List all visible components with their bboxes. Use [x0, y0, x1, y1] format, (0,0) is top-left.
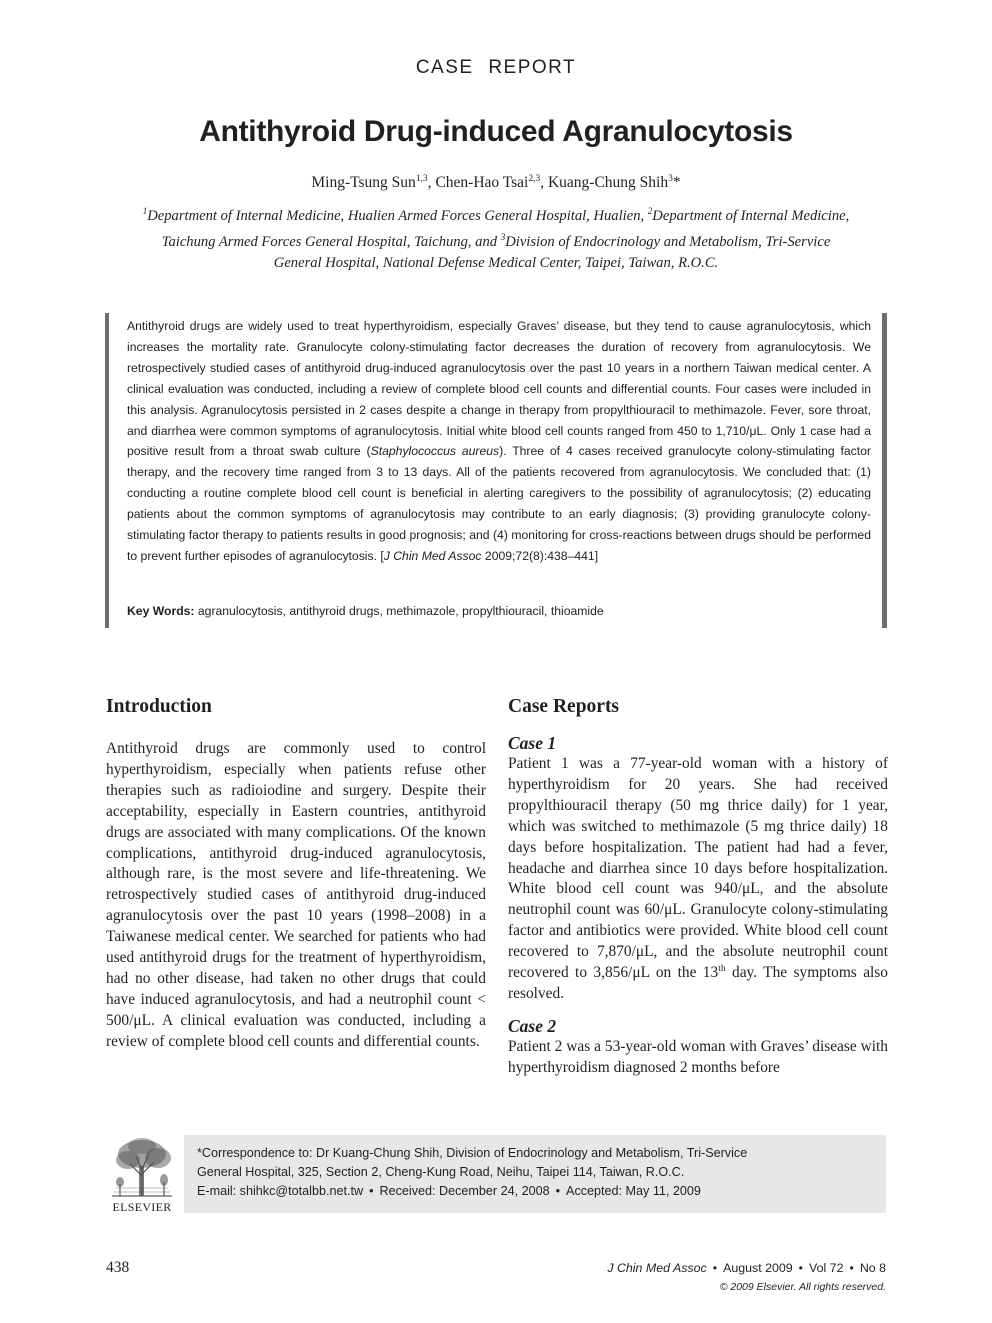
affiliation-text: Division of Endocrinology and Metabolism, Tri-Service General Hospital, National Defense Medical Center, Taipei, Taiwan, R.O.C. [273, 233, 831, 271]
abstract-body: Antithyroid drugs are widely used to treat hyperthyroidism, especially Graves’ disease, but they tend to cause agranulocytosis, which increases the mortality rate. Granulocyte colony-stimulating factor decreases the duration of recovery from agranulocytosis. We retrospectively studied cases of antithyroid drug-induced agranulocytosis over the past 10 years in a northern Taiwan medical center. A clinical evaluation was conducted, including a review of complete blood cell counts and differential counts. Four cases were included in this analysis. Agranulocytosis persisted in 2 cases despite a change in therapy from propylthiouracil to methimazole. Fever, sore throat, and diarrhea were common symptoms of agranulocytosis. Initial white blood cell counts ranged from 450 to 1,710/μL. Only 1 case had a positive result from a throat swab culture ( [127, 319, 871, 459]
corresponding-author-mark: * [672, 174, 681, 192]
elsevier-tree-icon [106, 1136, 178, 1198]
affiliation-text: Department of Internal Medicine, Hualien Armed Forces General Hospital, Hualien, [147, 207, 648, 224]
author-affiliation-sup: 2,3 [528, 174, 541, 184]
affiliation-sup: 3 [500, 231, 506, 242]
author-name: Chen-Hao Tsai [435, 174, 529, 192]
introduction-heading: Introduction [106, 696, 212, 717]
journal-footer [607, 1261, 886, 1275]
right-column [508, 694, 888, 1079]
case1-body [508, 754, 888, 1005]
keywords-label: Key Words: [127, 604, 195, 618]
keywords-line [127, 604, 871, 618]
correspondence-text [197, 1144, 877, 1202]
author-affiliation-sup: 1,3 [415, 174, 428, 184]
abstract-box [105, 313, 887, 628]
accepted-date: Accepted: May 11, 2009 [566, 1184, 701, 1199]
elsevier-wordmark: ELSEVIER [112, 1200, 172, 1214]
abstract-text [127, 316, 871, 567]
case1-text: Patient 1 was a 77-year-old woman with a history of hyperthyroidism for 20 years. She had received propylthiouracil therapy (50 mg thrice daily) for 1 year, which was switched to methimazole (5 mg thrice daily) 18 days before hospitalization. The patient had had a fever, headache and diarrhea since 10 days before hospitalization. White blood cell count was 940/μL, and the absolute neutrophil count was 60/μL. Granulocyte colony-stimulating factor and antibiotics were provided. White blood cell count recovered to 7,870/μL, and the absolute neutrophil count recovered to 3,856/μL on the 13 [508, 755, 888, 982]
section-label: CASE REPORT [415, 57, 577, 78]
affiliation-sup: 1 [142, 206, 148, 216]
case-reports-heading: Case Reports [508, 696, 620, 717]
copyright-notice: © 2009 Elsevier. All rights reserved. [719, 1281, 886, 1293]
issue-number: No 8 [859, 1261, 886, 1275]
author-list [0, 174, 992, 192]
article-title: Antithyroid Drug-induced Agranulocytosis [199, 115, 793, 148]
affiliations [140, 201, 852, 274]
abstract-citation-journal: J Chin Med Assoc [383, 548, 482, 563]
affiliation-text: Department of Internal Medicine, Taichung Armed Forces General Hospital, Taichung, and [161, 207, 850, 250]
author-name: Ming-Tsung Sun [311, 174, 416, 192]
case2-heading: Case 2 [508, 1015, 557, 1036]
ordinal-sup: th [718, 963, 726, 974]
received-date: Received: December 24, 2008 [379, 1184, 550, 1199]
case1-heading: Case 1 [508, 733, 557, 753]
journal-name: J Chin Med Assoc [607, 1261, 707, 1275]
author-name: Kuang-Chung Shih [547, 174, 669, 192]
volume: Vol 72 [809, 1261, 844, 1275]
author-separator: , [427, 174, 436, 192]
introduction-body: Antithyroid drugs are commonly used to control hyperthyroidism, especially when patients refuse other therapies such as radioiodine and surgery. Despite their acceptability, especially in Eastern countries, antithyroid drugs are associated with many complications. Of the known complications, antithyroid drug-induced agranulocytosis, although rare, is the most severe and life-threatening. We retrospectively studied cases of antithyroid drug-induced agranulocytosis over the past 10 years (1998–2008) in a Taiwanese medical center. We searched for patients who had used antithyroid drugs for the treatment of hyperthyroidism, had no other disease, had taken no other drugs that could have induced agranulocytosis, and had a neutrophil count < 500/μL. A clinical evaluation was conducted, including a review of complete blood cell counts and differential counts. [106, 740, 486, 1050]
case2-body: Patient 2 was a 53-year-old woman with Graves’ disease with hyperthyroidism diagnosed 2 months before [508, 1037, 888, 1076]
correspondence-email: E-mail: shihkc@totalbb.net.tw [197, 1184, 364, 1199]
abstract-organism: Staphylococcus aureus [370, 444, 500, 459]
left-column [106, 694, 486, 1053]
bullet-separator: • [849, 1261, 854, 1275]
affiliation-sup: 2 [647, 206, 653, 216]
author-affiliation-sup: 3 [668, 174, 673, 184]
bullet-separator: • [798, 1261, 804, 1275]
author-separator: , [540, 174, 548, 192]
page-number: 438 [106, 1259, 130, 1276]
bullet-separator: • [555, 1184, 561, 1199]
correspondence-box [184, 1135, 886, 1213]
abstract-body: ). Three of 4 cases received granulocyte colony-stimulating factor therapy, and the recovery time ranged from 3 to 13 days. All of the patients recovered from agranulocytosis. We concluded that: (1) conducting a routine complete blood cell count is beneficial in alerting caregivers to the possibility of agranulocytosis; (2) educating patients about the common symptoms of agranulocytosis may contribute to an early diagnosis; (3) providing granulocyte colony-stimulating factor therapy to patients results in good prognosis; and (4) monitoring for cross-reactions between drugs should be performed to prevent further episodes of agranulocytosis. [ [127, 444, 871, 563]
correspondence-line: *Correspondence to: Dr Kuang-Chung Shih, Division of Endocrinology and Metabolism, Tri-Service [197, 1146, 748, 1160]
abstract-citation: 2009;72(8):438–441] [481, 548, 599, 563]
bullet-separator: • [369, 1184, 374, 1199]
bullet-separator: • [712, 1261, 718, 1275]
case1-text-end: day. The symptoms also resolved. [508, 964, 888, 1002]
correspondence-dates [197, 1182, 877, 1201]
keywords-list: agranulocytosis, antithyroid drugs, methimazole, propylthiouracil, thioamide [197, 604, 604, 618]
issue-date: August 2009 [723, 1261, 793, 1275]
correspondence-line: General Hospital, 325, Section 2, Cheng-Kung Road, Neihu, Taipei 114, Taiwan, R.O.C. [197, 1165, 685, 1180]
